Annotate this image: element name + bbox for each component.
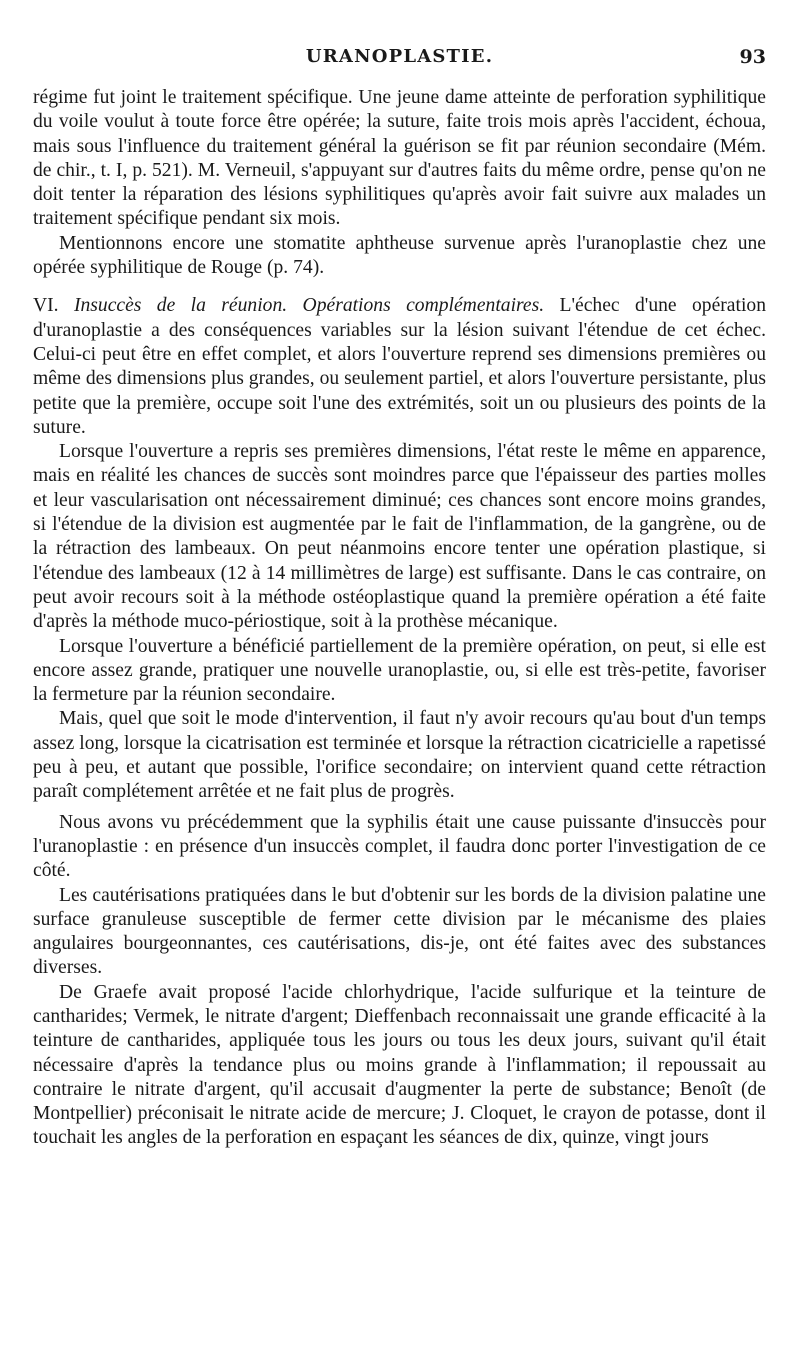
section-lead-text: L'échec d'une opération d'uranoplastie a des conséquences variables sur la lésion suivant l'étendue de cet échec. Celui-ci peut être en effet complet, et alors l'ouverture reprend ses dimensions premières ou même des dimensions plus grandes, ou seulement partiel, et alors l'ouverture persistante, plus petite que la première, occupe soit l'une des extrémités, soit un ou plusieurs des points de la suture.	[33, 295, 766, 438]
running-head: URANOPLASTIE.	[305, 46, 494, 67]
paragraph-continued: régime fut joint le traitement spécifique. Une jeune dame atteinte de perforation syphilitique du voile voulut à toute force être opérée; la suture, faite trois mois après l'accident, échoua, mais sous l'influence du traitement général la guérison se fit par réunion secondaire (Mém. de chir., t. I, p. 521). M. Verneuil, s'appuyant sur d'autres faits du même ordre, pense qu'on ne doit tenter la réparation des lésions syphilitiques qu'après avoir fait suivre aux malades un traitement spécifique pendant six mois.	[33, 87, 766, 230]
section-number: VI.	[33, 295, 59, 317]
paragraph: Lorsque l'ouverture a repris ses premières dimensions, l'état reste le même en apparence, mais en réalité les chances de succès sont moindres parce que l'épaisseur des parties molles et leur vascularisation ont nécessairement diminué; ces chances sont encore moins grandes, si l'étendue de la division est augmentée par le fait de l'inflammation, de la gangrène, ou de la rétraction des lambeaux. On peut néanmoins encore tenter une opération plastique, si l'étendue des lambeaux (12 à 14 millimètres de large) est suffisante. Dans le cas contraire, on peut avoir recours soit à la méthode ostéoplastique quand la première opération a été faite d'après la méthode muco-périostique, soit à la prothèse mécanique.	[33, 441, 766, 633]
paragraph: Mentionnons encore une stomatite aphtheuse survenue après l'uranoplastie chez une opérée syphilitique de Rouge (p. 74).	[33, 232, 766, 279]
paragraph: De Graefe avait proposé l'acide chlorhydrique, l'acide sulfurique et la teinture de cantharides; Vermek, le nitrate d'argent; Dieffenbach reconnaissait une grande efficacité à la teinture de cantharides, appliquée tous les jours ou tous les deux jours, suivant qu'il était nécessaire d'après la tendance plus ou moins grande à l'inflammation; il repoussait au contraire le nitrate d'argent, qu'il accusait d'augmenter la perte de substance; Benoît (de Montpellier) préconisait le nitrate acide de mercure; J. Cloquet, le crayon de potasse, dont il touchait les angles de la perforation en espaçant les séances de dix, quinze, vingt jours	[33, 981, 766, 1149]
page-text	[33, 86, 766, 1151]
paragraph: Les cautérisations pratiquées dans le but d'obtenir sur les bords de la division palatine une surface granuleuse susceptible de fermer cette division par le mécanisme des plaies angulaires bourgeonnantes, ces cautérisations, dis-je, ont été faites avec des substances diverses.	[33, 884, 766, 979]
page-number: 93	[739, 46, 766, 68]
paragraph: Lorsque l'ouverture a bénéficié partiellement de la première opération, on peut, si elle est encore assez grande, pratiquer une nouvelle uranoplastie, ou, si elle est très-petite, favoriser la fermeture par la réunion secondaire.	[33, 635, 766, 706]
section-title: Insuccès de la réunion. Opérations complémentaires.	[73, 295, 545, 317]
section-heading-paragraph	[33, 294, 766, 440]
page-header	[33, 46, 766, 80]
paragraph: Mais, quel que soit le mode d'intervention, il faut n'y avoir recours qu'au bout d'un temps assez long, lorsque la cicatrisation est terminée et lorsque la rétraction cicatricielle a rapetissé peu à peu, et autant que possible, l'orifice secondaire; on intervient quand cette rétraction paraît complétement arrêtée et ne fait plus de progrès.	[33, 708, 766, 803]
paragraph: Nous avons vu précédemment que la syphilis était une cause puissante d'insuccès pour l'uranoplastie : en présence d'un insuccès complet, il faudra donc porter l'investigation de ce côté.	[33, 811, 766, 882]
